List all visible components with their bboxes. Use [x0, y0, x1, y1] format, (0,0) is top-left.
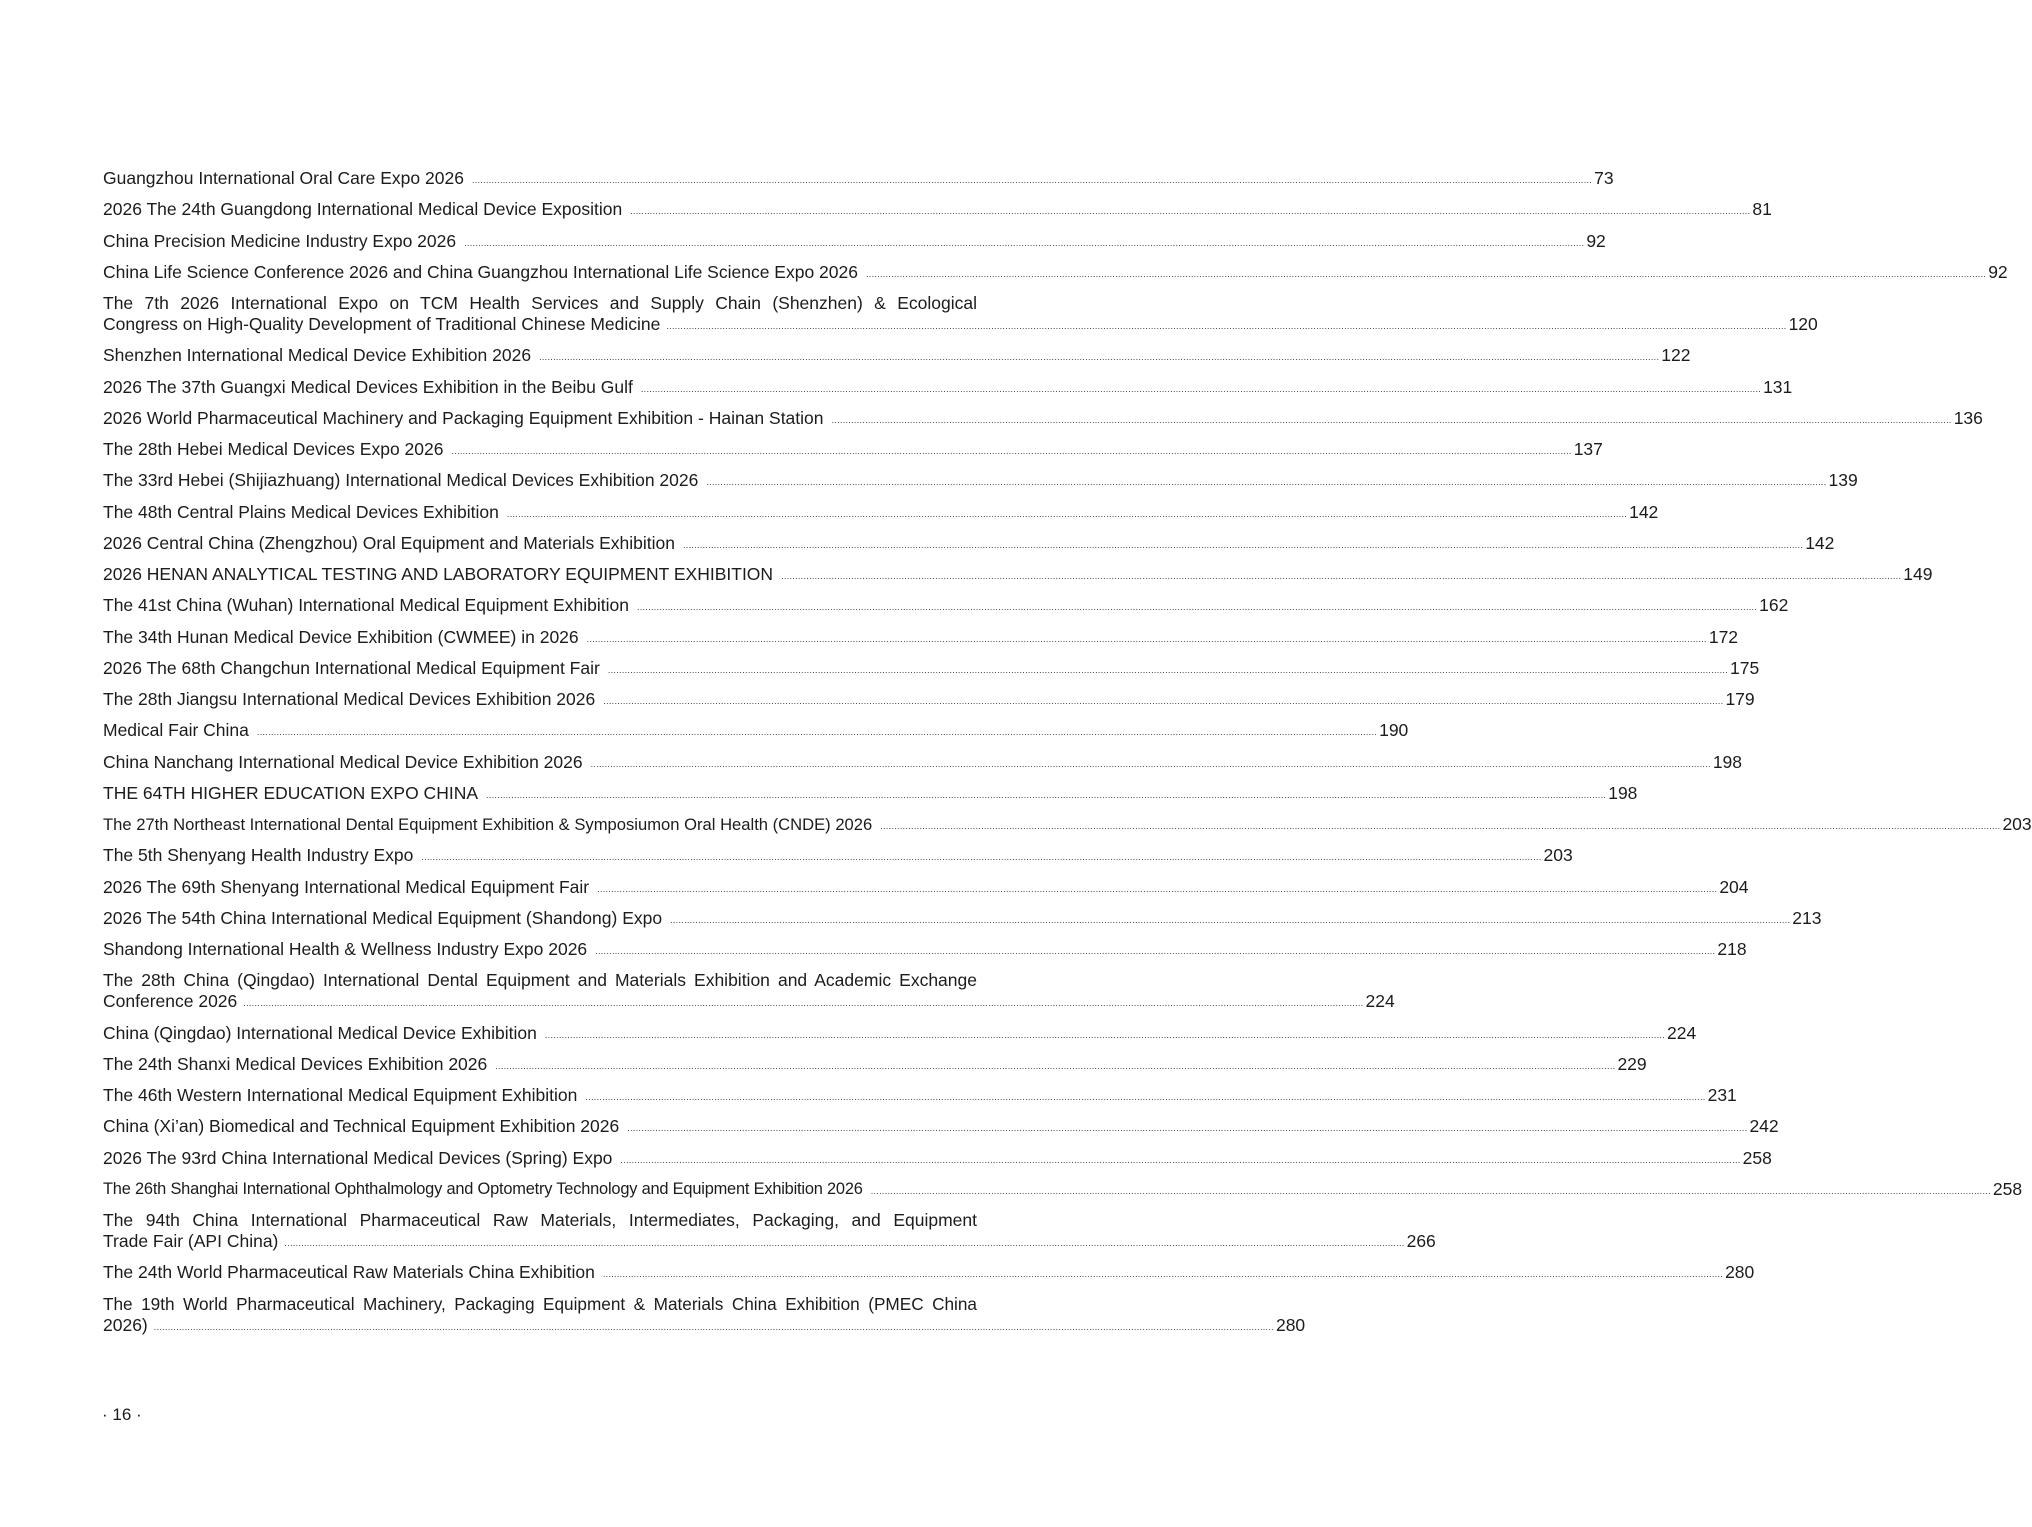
dot-leader: ................................................................................................................................................................................................................................................................................................................................................................................................................	[706, 477, 1827, 488]
toc-entry-title-line2: Congress on High-Quality Development of Traditional Chinese Medicine	[103, 314, 661, 334]
toc-entry-title: The 33rd Hebei (Shijiazhuang) International Medical Devices Exhibition 2026	[103, 470, 699, 491]
dot-leader: ................................................................................................................................................................................................................................................................................................................................................................................................................	[451, 446, 1572, 456]
toc-entry-title: 2026 HENAN ANALYTICAL TESTING AND LABORATORY EQUIPMENT EXHIBITION	[103, 564, 774, 584]
toc-entry-page: 258	[1742, 1147, 1772, 1168]
dot-leader: ................................................................................................................................................................................................................................................................................................................................................................................................................	[586, 633, 1707, 644]
dot-leader: ................................................................................................................................................................................................................................................................................................................................................................................................................	[831, 414, 1952, 425]
toc-entry-page: 81	[1752, 199, 1772, 220]
page-number: · 16 ·	[102, 1405, 142, 1424]
toc-entry[interactable]	[103, 1053, 1647, 1075]
toc-entry-line2	[103, 1314, 1306, 1336]
toc-entry[interactable]	[103, 751, 1743, 773]
toc-entry-title: China (Xi’an) Biomedical and Technical Equipment Exhibition 2026	[103, 1116, 620, 1137]
toc-entry-title: 2026 The 37th Guangxi Medical Devices Exhibition in the Beibu Gulf	[103, 376, 633, 397]
dot-leader: ................................................................................................................................................................................................................................................................................................................................................................................................................	[865, 268, 1987, 279]
toc-entry-title: Shandong International Health & Wellness Industry Expo 2026	[103, 939, 588, 959]
toc-entry-title: The 41st China (Wuhan) International Medical Equipment Exhibition	[103, 595, 629, 616]
toc-entry-title: The 46th Western International Medical Equipment Exhibition	[103, 1085, 578, 1105]
toc-entry[interactable]	[103, 345, 1691, 366]
dot-leader: ................................................................................................................................................................................................................................................................................................................................................................................................................	[544, 1029, 1666, 1040]
toc-entry-title: The 27th Northeast International Dental Equipment Exhibition & Symposiumon Oral Health (CNDE) 2026	[103, 815, 873, 834]
toc-entry[interactable]	[103, 720, 1409, 741]
toc-entry-title: The 24th World Pharmaceutical Raw Materials China Exhibition	[103, 1262, 595, 1283]
toc-entry-page: 162	[1759, 595, 1789, 616]
dot-leader: ................................................................................................................................................................................................................................................................................................................................................................................................................	[506, 508, 1628, 519]
toc-entry-page: 175	[1730, 657, 1760, 678]
toc-entry-page: 224	[1667, 1022, 1697, 1043]
toc-entry[interactable]	[103, 532, 1835, 554]
toc-entry-page: 266	[1406, 1231, 1436, 1251]
dot-leader: ................................................................................................................................................................................................................................................................................................................................................................................................................	[471, 175, 1593, 185]
toc-entry-title: The 24th Shanxi Medical Devices Exhibition 2026	[103, 1053, 488, 1074]
toc-entry-page: 203	[1543, 845, 1573, 866]
toc-entry[interactable]	[103, 564, 1933, 585]
toc-entry[interactable]	[103, 595, 1789, 616]
toc-entry-title: Guangzhou International Oral Care Expo 2026	[103, 168, 464, 188]
toc-entry-page: 242	[1749, 1116, 1779, 1137]
dot-leader: ................................................................................................................................................................................................................................................................................................................................................................................................................	[153, 1321, 1274, 1332]
toc-entry[interactable]	[103, 470, 1858, 491]
toc-entry-title: The 48th Central Plains Medical Devices Exhibition	[103, 501, 499, 522]
toc-entry-title: The 5th Shenyang Health Industry Expo	[103, 845, 414, 866]
dot-leader: ................................................................................................................................................................................................................................................................................................................................................................................................................	[284, 1238, 1405, 1248]
table-of-contents	[103, 168, 2032, 1346]
toc-entry-page: 92	[1586, 230, 1606, 251]
toc-entry-title: The 28th Hebei Medical Devices Expo 2026	[103, 439, 444, 459]
toc-entry-page: 172	[1708, 626, 1739, 647]
toc-entry-title: Shenzhen International Medical Device Exhibition 2026	[103, 345, 532, 366]
toc-entry-page: 231	[1707, 1085, 1737, 1105]
toc-entry-page: 213	[1792, 907, 1822, 928]
toc-entry-page: 120	[1788, 314, 1818, 334]
dot-leader: ................................................................................................................................................................................................................................................................................................................................................................................................................	[595, 946, 1716, 956]
dot-leader: ................................................................................................................................................................................................................................................................................................................................................................................................................	[597, 883, 1718, 894]
toc-entry-page: 190	[1379, 720, 1409, 741]
toc-entry-title-line1: The 94th China International Pharmaceutical Raw Materials, Intermediates, Packaging, and Equipment	[103, 1210, 977, 1230]
toc-entry[interactable]	[103, 689, 1755, 710]
toc-entry-page: 136	[1953, 407, 1983, 428]
toc-entry-title: 2026 Central China (Zhengzhou) Oral Equipment and Materials Exhibition	[103, 532, 675, 553]
toc-entry[interactable]	[103, 1178, 2023, 1200]
dot-leader: ................................................................................................................................................................................................................................................................................................................................................................................................................	[636, 602, 1758, 613]
toc-entry[interactable]	[103, 1293, 1306, 1336]
dot-leader: ................................................................................................................................................................................................................................................................................................................................................................................................................	[590, 758, 1711, 769]
toc-entry-page: 198	[1712, 751, 1743, 772]
toc-entry-title: 2026 World Pharmaceutical Machinery and Packaging Equipment Exhibition - Hainan Station	[103, 407, 824, 428]
toc-entry[interactable]	[103, 1210, 1436, 1252]
toc-entry-page: 179	[1725, 689, 1755, 709]
toc-entry[interactable]	[103, 626, 1739, 648]
toc-entry[interactable]	[103, 439, 1603, 460]
toc-entry-page: 92	[1988, 261, 2008, 282]
dot-leader: ................................................................................................................................................................................................................................................................................................................................................................................................................	[666, 321, 1787, 331]
toc-entry-title: THE 64TH HIGHER EDUCATION EXPO CHINA	[103, 782, 479, 803]
toc-entry-line2	[103, 314, 1818, 335]
toc-entry-line2	[103, 1231, 1436, 1252]
toc-entry-page: 280	[1725, 1262, 1755, 1283]
dot-leader: ................................................................................................................................................................................................................................................................................................................................................................................................................	[627, 1123, 1748, 1134]
toc-entry[interactable]	[103, 261, 2008, 283]
toc-entry[interactable]	[103, 1262, 1755, 1283]
toc-entry[interactable]	[103, 168, 1614, 189]
toc-entry-title: 2026 The 93rd China International Medical Devices (Spring) Expo	[103, 1147, 613, 1168]
toc-entry-title: Medical Fair China	[103, 720, 249, 741]
toc-entry-page: 203	[2002, 814, 2032, 834]
toc-entry-title-line1: The 7th 2026 International Expo on TCM Health Services and Supply Chain (Shenzhen) & Ecological	[103, 293, 977, 313]
toc-entry[interactable]	[103, 1116, 1779, 1137]
toc-entry-title: China Life Science Conference 2026 and China Guangzhou International Life Science Expo 2026	[103, 261, 858, 282]
toc-entry-title: 2026 The 54th China International Medical Equipment (Shandong) Expo	[103, 907, 663, 928]
dot-leader: ................................................................................................................................................................................................................................................................................................................................................................................................................	[640, 383, 1762, 394]
toc-entry-page: 280	[1275, 1314, 1306, 1335]
toc-entry[interactable]	[103, 657, 1760, 679]
toc-entry[interactable]	[103, 782, 1638, 804]
dot-leader: ................................................................................................................................................................................................................................................................................................................................................................................................................	[256, 727, 1378, 738]
toc-entry-page: 198	[1608, 782, 1638, 803]
dot-leader: ................................................................................................................................................................................................................................................................................................................................................................................................................	[670, 914, 1791, 925]
dot-leader: ................................................................................................................................................................................................................................................................................................................................................................................................................	[585, 1092, 1706, 1102]
toc-entry-page: 139	[1828, 470, 1858, 491]
dot-leader: ................................................................................................................................................................................................................................................................................................................................................................................................................	[243, 998, 1364, 1009]
dot-leader: ................................................................................................................................................................................................................................................................................................................................................................................................................	[602, 1269, 1724, 1280]
toc-entry-title: China Nanchang International Medical Device Exhibition 2026	[103, 751, 583, 772]
toc-entry[interactable]	[103, 199, 1772, 220]
toc-entry-page: 142	[1805, 532, 1835, 553]
dot-leader: ................................................................................................................................................................................................................................................................................................................................................................................................................	[630, 206, 1751, 217]
toc-entry-title: The 28th Jiangsu International Medical Devices Exhibition 2026	[103, 689, 596, 709]
toc-entry-title-line1: The 19th World Pharmaceutical Machinery, Packaging Equipment & Materials China Exhibition (PMEC China	[103, 1293, 977, 1314]
toc-entry-page: 122	[1661, 345, 1691, 366]
dot-leader: ................................................................................................................................................................................................................................................................................................................................................................................................................	[486, 789, 1607, 800]
toc-entry-page: 258	[1992, 1178, 2023, 1199]
toc-entry-page: 142	[1629, 501, 1659, 522]
toc-entry[interactable]	[103, 376, 1793, 398]
toc-entry[interactable]	[103, 1085, 1737, 1106]
toc-entry-page: 224	[1365, 991, 1395, 1012]
toc-entry-title-line2: 2026)	[103, 1314, 148, 1335]
toc-entry[interactable]	[103, 970, 1395, 1012]
toc-entry-page: 131	[1763, 376, 1793, 397]
dot-leader: ................................................................................................................................................................................................................................................................................................................................................................................................................	[603, 696, 1724, 706]
toc-entry[interactable]	[103, 293, 1818, 335]
toc-entry-title: China Precision Medicine Industry Expo 2026	[103, 230, 457, 251]
toc-entry[interactable]	[103, 1147, 1772, 1169]
toc-entry-page: 73	[1594, 168, 1614, 188]
dot-leader: ................................................................................................................................................................................................................................................................................................................................................................................................................	[620, 1154, 1741, 1165]
toc-entry[interactable]	[103, 501, 1659, 523]
toc-entry-page: 218	[1717, 939, 1747, 959]
toc-entry-title: 2026 The 68th Changchun International Medical Equipment Fair	[103, 657, 600, 678]
toc-entry-title: China (Qingdao) International Medical Device Exhibition	[103, 1022, 537, 1043]
dot-leader: ................................................................................................................................................................................................................................................................................................................................................................................................................	[870, 1185, 1991, 1196]
toc-entry-page: 229	[1617, 1053, 1647, 1074]
dot-leader: ................................................................................................................................................................................................................................................................................................................................................................................................................	[495, 1060, 1616, 1071]
dot-leader: ................................................................................................................................................................................................................................................................................................................................................................................................................	[464, 237, 1585, 248]
dot-leader: ................................................................................................................................................................................................................................................................................................................................................................................................................	[421, 852, 1542, 863]
toc-entry-title: 2026 The 24th Guangdong International Medical Device Exposition	[103, 199, 623, 220]
dot-leader: ................................................................................................................................................................................................................................................................................................................................................................................................................	[682, 539, 1804, 550]
dot-leader: ................................................................................................................................................................................................................................................................................................................................................................................................................	[781, 571, 1902, 581]
toc-entry[interactable]	[103, 230, 1606, 252]
toc-entry-page: 204	[1719, 876, 1749, 897]
toc-entry[interactable]	[103, 876, 1749, 898]
toc-entry[interactable]	[103, 814, 2032, 835]
dot-leader: ................................................................................................................................................................................................................................................................................................................................................................................................................	[607, 664, 1729, 675]
toc-entry[interactable]	[103, 407, 1983, 429]
toc-entry-title-line2: Trade Fair (API China)	[103, 1231, 279, 1251]
toc-entry-title: The 34th Hunan Medical Device Exhibition (CWMEE) in 2026	[103, 626, 579, 647]
dot-leader: ................................................................................................................................................................................................................................................................................................................................................................................................................	[880, 821, 2001, 831]
toc-entry-page: 137	[1573, 439, 1603, 459]
toc-entry[interactable]	[103, 1022, 1697, 1044]
toc-entry-title-line1: The 28th China (Qingdao) International Dental Equipment and Materials Exhibition and Academic Exchange	[103, 970, 977, 991]
toc-entry[interactable]	[103, 939, 1747, 960]
toc-entry-title: The 26th Shanghai International Ophthalmology and Optometry Technology and Equipment Exhibition 2026	[103, 1179, 863, 1198]
toc-entry-title-line2: Conference 2026	[103, 991, 238, 1012]
toc-entry[interactable]	[103, 845, 1573, 866]
toc-entry-line2	[103, 991, 1395, 1012]
dot-leader: ................................................................................................................................................................................................................................................................................................................................................................................................................	[539, 352, 1660, 363]
toc-entry-page: 149	[1903, 564, 1933, 584]
toc-entry[interactable]	[103, 907, 1822, 929]
toc-entry-title: 2026 The 69th Shenyang International Medical Equipment Fair	[103, 876, 590, 897]
